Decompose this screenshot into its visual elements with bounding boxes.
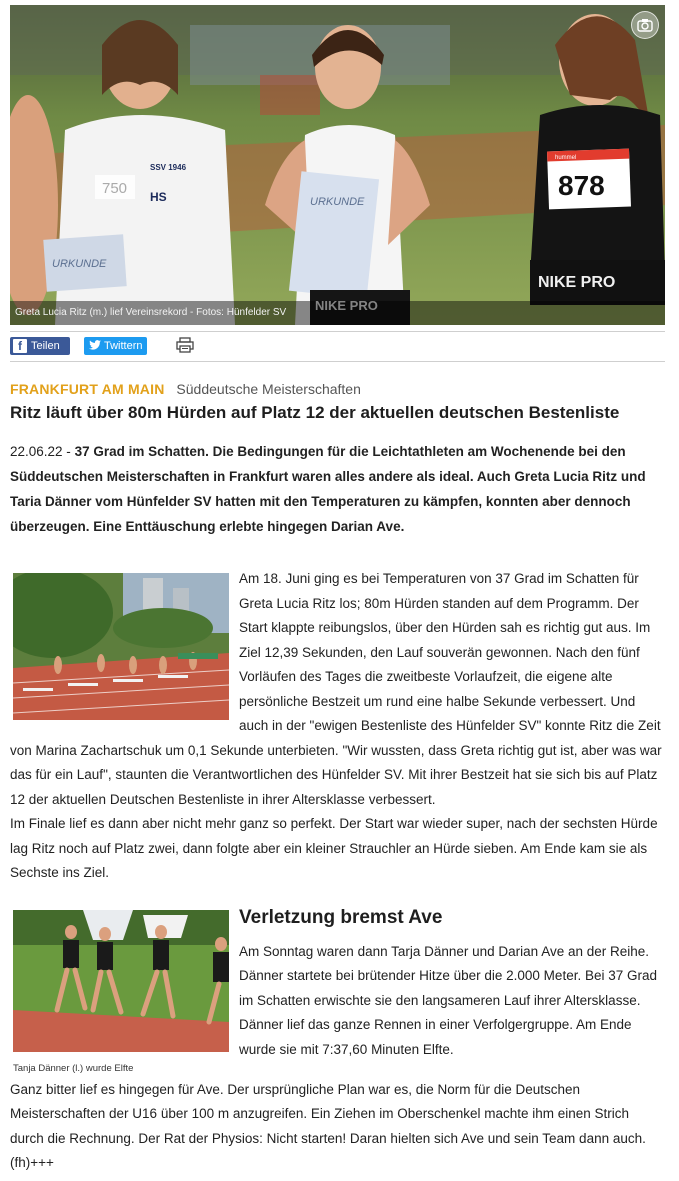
article-container bbox=[10, 5, 665, 1176]
hero-photo-scene bbox=[10, 5, 665, 325]
shirt-initials: HS bbox=[150, 190, 167, 204]
article-paragraph-4: Ganz bitter lief es hingegen für Ave. Der ursprüngliche Plan war es, die Norm für die Deutschen Meisterschaften der U16 über 100 m anzugreifen. Ein Ziehen im Oberschenkel machte ihm einen Strich durch die Rechnung. Der Rat der Physios: Nicht starten! Daran hielten sich Ave und sein Team dann auch. (fh)+++ bbox=[10, 1081, 646, 1170]
article-lead-text: 37 Grad im Schatten. Die Bedingungen für die Leichtathleten am Wochenende bei den Süddeutschen Meisterschaften in Frankfurt waren alles andere als ideal. Auch Greta Lucia Ritz und Taria Dänner vom Hünfelder SV hatten mit den Temperaturen zu kämpfen, konnten aber dennoch überzeugen. Eine Enttäuschung erlebte hingegen Darian Ave. bbox=[10, 444, 646, 534]
runners-photo-caption: Tanja Dänner (l.) wurde Elfte bbox=[13, 1062, 134, 1074]
article-kicker bbox=[10, 379, 665, 399]
hero-caption: Greta Lucia Ritz (m.) lief Vereinsrekord - Fotos: Hünfelder SV bbox=[10, 301, 665, 325]
article-dateline: 22.06.22 - bbox=[10, 444, 71, 459]
shirt-text: SSV 1946 bbox=[150, 163, 187, 172]
article-lead bbox=[10, 439, 665, 539]
certificate-center-text: URKUNDE bbox=[310, 196, 365, 208]
bib-right-brand: hummel bbox=[555, 155, 577, 161]
shorts-text-right: NIKE PRO bbox=[538, 274, 616, 291]
article-category[interactable]: Süddeutsche Meisterschaften bbox=[176, 381, 361, 397]
article-headline: Ritz läuft über 80m Hürden auf Platz 12 der aktuellen deutschen Bestenliste bbox=[10, 403, 620, 422]
runners-photo[interactable] bbox=[13, 910, 229, 1052]
runners-photo-block bbox=[13, 910, 229, 1074]
printer-icon[interactable] bbox=[176, 337, 196, 355]
article-paragraph-2: Im Finale lief es dann aber nicht mehr ganz so perfekt. Der Start war wieder super, nach der sechsten Hürde lag Ritz noch auf Platz zwei, dann folgte aber ein kleiner Strauchler an Hürde sieben. Am Ende kam sie als Sechste ins Ziel. bbox=[10, 816, 658, 880]
camera-icon[interactable] bbox=[631, 11, 659, 39]
hero-photo[interactable] bbox=[10, 5, 665, 325]
facebook-share-button[interactable] bbox=[10, 337, 70, 355]
twitter-icon bbox=[89, 337, 101, 355]
article-paragraph-1: Am 18. Juni ging es bei Temperaturen von 37 Grad im Schatten für Greta Lucia Ritz los; 80m Hürden standen auf dem Programm. Der Start klappte reibungslos, über den Hürden sah es richtig gut aus. Im Ziel 12,39 Sekunden, den Lauf souverän gewonnen. Nach den fünf Vorläufen des Tages die zweitbeste Vorlaufzeit, die eigene alte persönliche Bestzeit um rund eine halbe Sekunde verbessert. Und auch in der "ewigen Bestenliste des Hünfelder SV" konnte Ritz die Zeit von Marina Zachartschuk um 0,1 Sekunde unterbieten. "Wir wussten, dass Greta richtig gut ist, aber was war das für ein Lauf", staunten die Verantwortlichen des Hünfelder SV. Mit ihrer Bestzeit hat sie sich bis auf Platz 12 der aktuellen Deutschen Bestenliste in ihrer Altersklasse verbessert. bbox=[10, 571, 662, 807]
article-location[interactable]: FRANKFURT AM MAIN bbox=[10, 381, 165, 397]
bib-left-number: 750 bbox=[102, 180, 128, 197]
article-section-2 bbox=[10, 906, 665, 1176]
facebook-icon: f bbox=[13, 339, 27, 353]
twitter-share-label: Twittern bbox=[104, 340, 143, 352]
article-section-1 bbox=[10, 567, 665, 886]
article-subheading: Verletzung bremst Ave bbox=[239, 906, 443, 928]
hurdles-photo[interactable] bbox=[13, 573, 229, 720]
share-row bbox=[10, 332, 665, 370]
shorts-text-center: NIKE PRO bbox=[315, 298, 378, 313]
bib-right-number: 878 bbox=[558, 170, 605, 201]
facebook-share-label: Teilen bbox=[31, 340, 60, 352]
twitter-share-button[interactable] bbox=[84, 337, 147, 355]
certificate-left-text: URKUNDE bbox=[52, 258, 107, 270]
article-paragraph-3: Am Sonntag waren dann Tarja Dänner und Darian Ave an der Reihe. Dänner startete bei brütender Hitze über die 2.000 Meter. Bei 37 Grad im Schatten erwischte sie den langsameren Lauf ihrer Altersklasse. Dänner lief das ganze Rennen in einer Verfolgergruppe. Am Ende wurde sie mit 7:37,60 Minuten Elfte. bbox=[239, 943, 657, 1057]
